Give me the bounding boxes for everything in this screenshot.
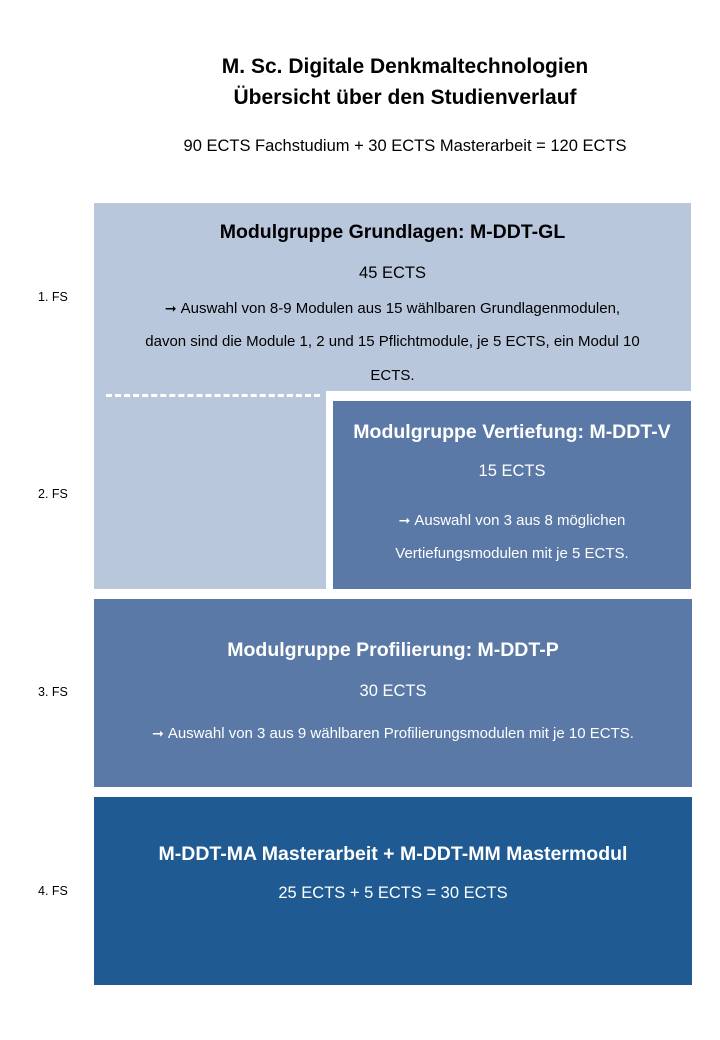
grundlagen-ects: 45 ECTS xyxy=(359,264,426,282)
grundlagen-desc-line1: ➞ Auswahl von 8-9 Modulen aus 15 wählbaren Grundlagenmodulen, xyxy=(164,300,621,317)
grundlagen-heading: Modulgruppe Grundlagen: M-DDT-GL xyxy=(219,221,566,243)
ects-summary: 90 ECTS Fachstudium + 30 ECTS Masterarbeit = 120 ECTS xyxy=(183,137,627,155)
diagram-title: M. Sc. Digitale Denkmaltechnologien xyxy=(221,55,589,78)
semester-divider-dashed xyxy=(106,394,320,397)
module-group-profilierung xyxy=(94,599,692,787)
vertiefung-ects: 15 ECTS xyxy=(478,462,546,480)
module-group-vertiefung xyxy=(333,401,691,589)
module-group-grundlagen xyxy=(94,203,691,391)
profilierung-desc-line1: ➞ Auswahl von 3 aus 9 wählbaren Profilierungsmodulen mit je 10 ECTS. xyxy=(152,725,634,742)
grundlagen-desc-line2: davon sind die Module 1, 2 und 15 Pflichtmodule, je 5 ECTS, ein Modul 10 xyxy=(145,333,640,350)
semester-label-4: 4. FS xyxy=(38,884,68,898)
profilierung-heading: Modulgruppe Profilierung: M-DDT-P xyxy=(227,639,559,661)
right-arrow-icon: ➞ xyxy=(398,512,411,528)
module-group-grundlagen-extension xyxy=(94,391,326,589)
diagram-subtitle-heading: Übersicht über den Studienverlauf xyxy=(233,86,577,109)
semester-label-3: 3. FS xyxy=(38,685,68,699)
profilierung-ects: 30 ECTS xyxy=(359,682,427,700)
right-arrow-icon: ➞ xyxy=(152,725,164,741)
masterarbeit-heading: M-DDT-MA Masterarbeit + M-DDT-MM Mastermodul xyxy=(158,843,628,865)
semester-label-1: 1. FS xyxy=(38,290,68,304)
masterarbeit-ects: 25 ECTS + 5 ECTS = 30 ECTS xyxy=(278,884,508,902)
vertiefung-heading: Modulgruppe Vertiefung: M-DDT-V xyxy=(353,421,671,443)
vertiefung-desc-line1: ➞ Auswahl von 3 aus 8 möglichen xyxy=(398,512,626,529)
semester-label-2: 2. FS xyxy=(38,487,68,501)
vertiefung-desc-line2: Vertiefungsmodulen mit je 5 ECTS. xyxy=(395,545,629,562)
right-arrow-icon: ➞ xyxy=(164,300,177,316)
module-group-masterarbeit xyxy=(94,797,692,985)
grundlagen-desc-line3: ECTS. xyxy=(370,367,415,384)
